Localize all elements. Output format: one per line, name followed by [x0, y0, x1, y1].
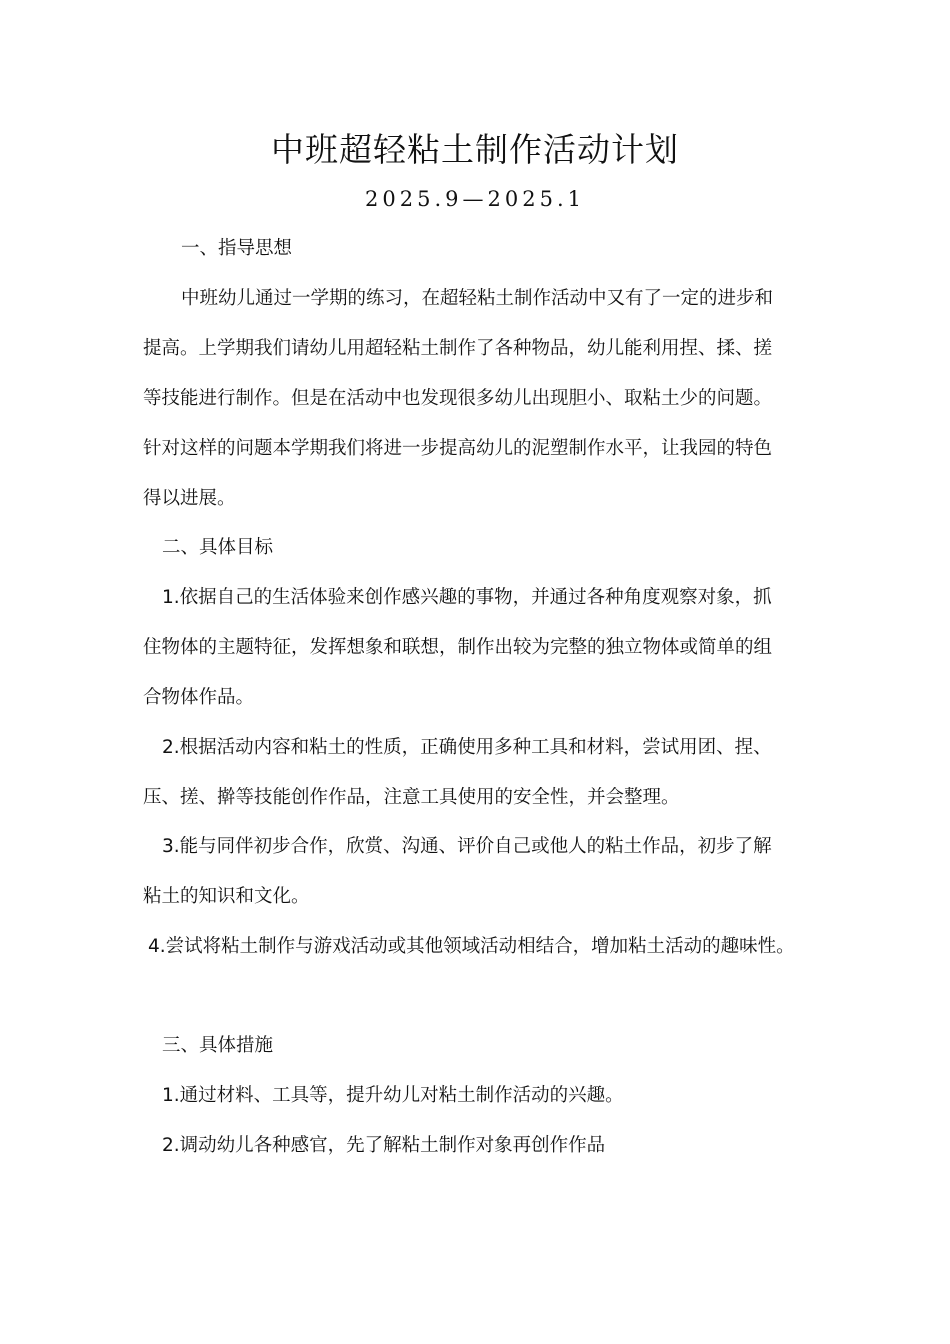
paragraph-line: 提高。上学期我们请幼儿用超轻粘土制作了各种物品，幼儿能利用捏、揉、搓: [143, 338, 773, 359]
goal-item-2-line: 压、搓、擀等技能创作作品，注意工具使用的安全性，并会整理。: [143, 787, 680, 808]
goal-item-3-line: 3.能与同伴初步合作，欣赏、沟通、评价自己或他人的粘土作品，初步了解: [162, 836, 772, 857]
section-heading-specific-measures: 三、具体措施: [162, 1035, 274, 1056]
measure-item-2: 2.调动幼儿各种感官，先了解粘土制作对象再创作作品: [162, 1135, 606, 1156]
goal-item-4: 4.尝试将粘土制作与游戏活动或其他领域活动相结合，增加粘土活动的趣味性。: [148, 936, 795, 957]
paragraph-line: 等技能进行制作。但是在活动中也发现很多幼儿出现胆小、取粘土少的问题。: [143, 388, 773, 409]
paragraph-line: 得以进展。: [143, 488, 236, 509]
date-range: 2025.9—2025.1: [365, 187, 585, 211]
paragraph-line: 中班幼儿通过一学期的练习，在超轻粘土制作活动中又有了一定的进步和: [181, 288, 774, 309]
paragraph-line: 针对这样的问题本学期我们将进一步提高幼儿的泥塑制作水平，让我园的特色: [143, 438, 773, 459]
goal-item-1-line: 合物体作品。: [143, 687, 255, 708]
goal-item-2-line: 2.根据活动内容和粘土的性质，正确使用多种工具和材料，尝试用团、捏、: [162, 737, 772, 758]
document-title: 中班超轻粘土制作活动计划: [271, 130, 679, 169]
goal-item-1-line: 1.依据自己的生活体验来创作感兴趣的事物，并通过各种角度观察对象，抓: [162, 587, 772, 608]
measure-item-1: 1.通过材料、工具等，提升幼儿对粘土制作活动的兴趣。: [162, 1085, 624, 1106]
section-heading-specific-goals: 二、具体目标: [162, 537, 274, 558]
goal-item-3-line: 粘土的知识和文化。: [143, 886, 310, 907]
goal-item-1-line: 住物体的主题特征，发挥想象和联想，制作出较为完整的独立物体或简单的组: [143, 637, 773, 658]
section-heading-guiding-thought: 一、指导思想: [181, 238, 293, 259]
